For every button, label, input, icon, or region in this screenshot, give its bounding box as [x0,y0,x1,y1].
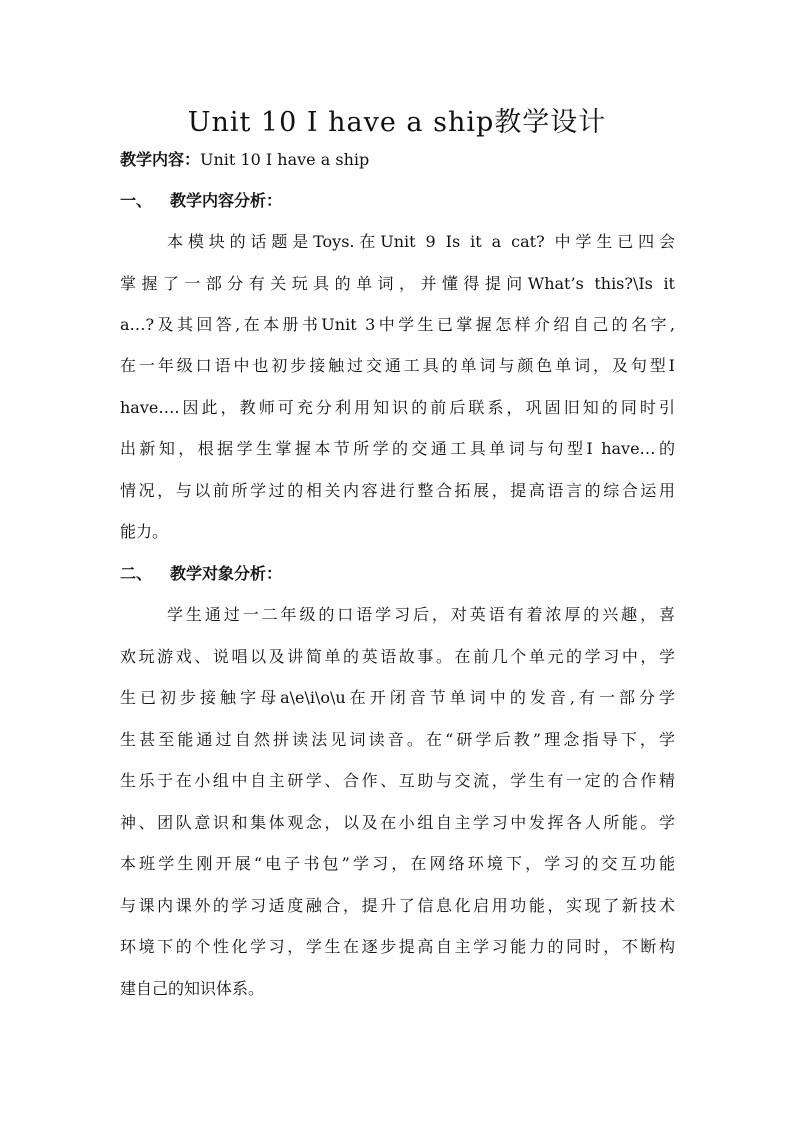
paragraph-1-line: 能力。 [120,522,169,541]
paragraph-1-line: have….因此，教师可充分利用知识的前后联系，巩固旧知的同时引 [120,398,675,417]
section-title-1: 教学内容分析： [170,191,283,210]
paragraph-2-line: 欢玩游戏、说唱以及讲简单的英语故事。在前几个单元的学习中，学 [120,647,675,666]
paragraph-2-line: 本班学生刚开展“电子书包”学习，在网络环境下，学习的交互功能 [120,854,675,873]
section-heading-1 [120,191,680,211]
paragraph-1-line: 本模块的话题是Toys.在Unit 9 Is it a cat? 中学生已四会 [167,232,675,251]
paragraph-2-line: 生已初步接触字母a\e\i\o\u在开闭音节单词中的发音,有一部分学 [120,688,675,707]
document-title: Unit 10 I have a ship教学设计 [187,107,607,138]
paragraph-2-line: 神、团队意识和集体观念，以及在小组自主学习中发挥各人所能。学 [120,813,675,832]
paragraph-2-line: 生乐于在小组中自主研学、合作、互助与交流，学生有一定的合作精 [120,771,675,790]
section-number-2: 二、 [120,564,153,583]
paragraph-1-line: 情况，与以前所学过的相关内容进行整合拓展，提高语言的综合运用 [120,481,675,500]
paragraph-1-line: a…?及其回答,在本册书Unit 3中学生已掌握怎样介绍自己的名字, [120,315,675,334]
section-title-2: 教学对象分析： [170,564,283,583]
paragraph-2-line: 建自己的知识体系。 [120,979,265,998]
paragraph-2-line: 环境下的个性化学习，学生在逐步提高自主学习能力的同时，不断构 [120,937,675,956]
paragraph-1-line: 掌握了一部分有关玩具的单词，并懂得提问What’s this?\Is it [120,274,675,293]
paragraph-2-line: 与课内课外的学习适度融合，提升了信息化启用功能，实现了新技术 [120,896,675,915]
paragraph-1-line: 在一年级口语中也初步接触过交通工具的单词与颜色单词，及句型I [120,356,675,375]
paragraph-1-line: 出新知，根据学生掌握本节所学的交通工具单词与句型I have…的 [120,439,675,458]
section-heading-2 [120,564,680,584]
paragraph-2-line: 学生通过一二年级的口语学习后，对英语有着浓厚的兴趣，喜 [167,605,675,624]
teaching-content-label: 教学内容： [120,150,201,169]
paragraph-2-line: 生甚至能通过自然拼读法见词读音。在“研学后教”理念指导下，学 [120,730,675,749]
teaching-content-line [120,150,680,170]
section-number-1: 一、 [120,191,153,210]
teaching-content-value: Unit 10 I have a ship [200,150,370,169]
